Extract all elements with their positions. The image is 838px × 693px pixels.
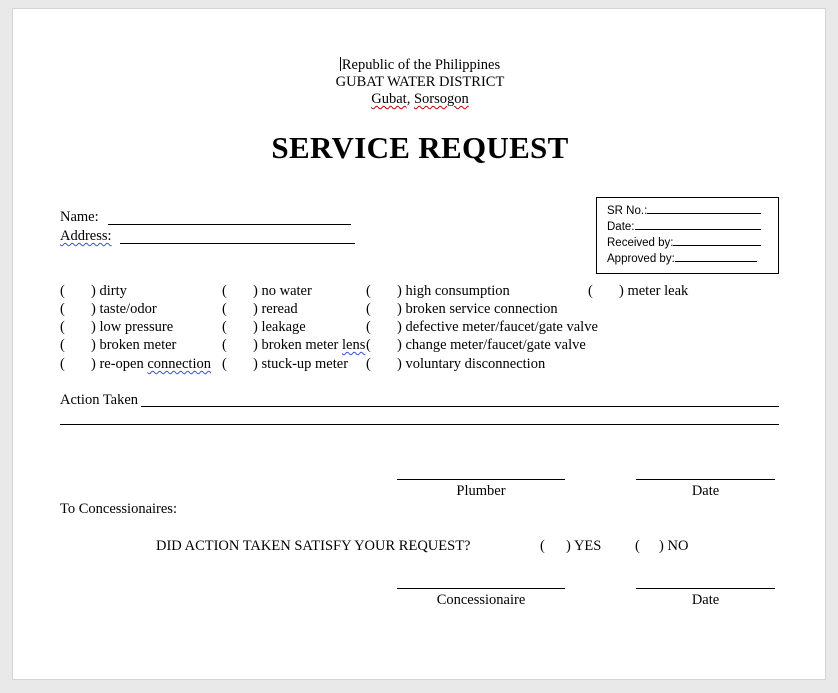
- action-taken-line-2[interactable]: [60, 424, 779, 425]
- option-dirty[interactable]: ( ) dirty: [60, 283, 127, 299]
- option-label: change meter/faucet/gate valve: [405, 337, 586, 353]
- address-label: Address:: [60, 228, 112, 244]
- satisfaction-question: DID ACTION TAKEN SATISFY YOUR REQUEST?: [156, 538, 471, 554]
- option-broken-service-connection[interactable]: ( ) broken service connection: [366, 301, 558, 317]
- option-reread[interactable]: ( ) reread: [222, 301, 298, 317]
- option-label: stuck-up meter: [261, 356, 349, 372]
- option-label: taste/odor: [99, 301, 157, 317]
- plumber-caption: Plumber: [456, 483, 506, 499]
- option-label: re-open connection: [99, 356, 211, 372]
- option-meter-leak[interactable]: ( ) meter leak: [588, 283, 689, 299]
- option-stuck-up-meter[interactable]: ( ) stuck-up meter: [222, 356, 349, 372]
- concessionaire-signature-line[interactable]: [397, 588, 565, 589]
- action-taken-label: Action Taken: [60, 392, 139, 408]
- option-label: high consumption: [405, 283, 510, 299]
- sr-no-row: SR No.:: [607, 204, 761, 217]
- text-cursor: [340, 57, 341, 71]
- address-line[interactable]: [120, 243, 355, 244]
- option-defective-meter-faucet-gate-valve[interactable]: ( ) defective meter/faucet/gate valve: [366, 319, 598, 335]
- sr-received-row: Received by:: [607, 236, 761, 249]
- option-label: defective meter/faucet/gate valve: [405, 319, 598, 335]
- option-label: reread: [261, 301, 298, 317]
- option-broken-meter-lens[interactable]: ( ) broken meter lens: [222, 337, 366, 353]
- option-voluntary-disconnection[interactable]: ( ) voluntary disconnection: [366, 356, 546, 372]
- option-re-open-connection[interactable]: ( ) re-open connection: [60, 356, 211, 372]
- header-line-2: GUBAT WATER DISTRICT: [335, 74, 505, 90]
- action-taken-line-1[interactable]: [141, 406, 779, 407]
- option-label: voluntary disconnection: [405, 356, 546, 372]
- option-leakage[interactable]: ( ) leakage: [222, 319, 306, 335]
- option-no-water[interactable]: ( ) no water: [222, 283, 312, 299]
- date-line-2[interactable]: [636, 588, 775, 589]
- sr-date-row: Date:: [607, 220, 761, 233]
- yes-option[interactable]: ( ) YES: [540, 538, 602, 554]
- option-high-consumption[interactable]: ( ) high consumption: [366, 283, 510, 299]
- option-label: leakage: [261, 319, 306, 335]
- sr-approved-row: Approved by:: [607, 252, 757, 265]
- option-taste-odor[interactable]: ( ) taste/odor: [60, 301, 157, 317]
- date-caption-2: Date: [691, 592, 720, 608]
- option-label: dirty: [99, 283, 127, 299]
- plumber-signature-line[interactable]: [397, 479, 565, 480]
- option-label: broken service connection: [405, 301, 558, 317]
- sr-box: [596, 197, 779, 274]
- date-caption-1: Date: [691, 483, 720, 499]
- option-label: no water: [261, 283, 312, 299]
- date-line-1[interactable]: [636, 479, 775, 480]
- document-page: [12, 8, 826, 680]
- name-label: Name:: [60, 209, 99, 225]
- option-low-pressure[interactable]: ( ) low pressure: [60, 319, 174, 335]
- option-broken-meter[interactable]: ( ) broken meter: [60, 337, 177, 353]
- option-change-meter-faucet-gate-valve[interactable]: ( ) change meter/faucet/gate valve: [366, 337, 586, 353]
- option-label: broken meter lens: [261, 337, 366, 353]
- name-line[interactable]: [108, 224, 351, 225]
- no-option[interactable]: ( ) NO: [635, 538, 689, 554]
- page-title: SERVICE REQUEST: [271, 130, 569, 165]
- option-label: meter leak: [627, 283, 689, 299]
- option-label: broken meter: [99, 337, 177, 353]
- to-concessionaires-label: To Concessionaires:: [60, 501, 177, 517]
- header-line-1: Republic of the Philippines: [341, 57, 501, 73]
- concessionaire-caption: Concessionaire: [436, 592, 526, 608]
- option-label: low pressure: [99, 319, 174, 335]
- header-line-3: Gubat, Sorsogon: [371, 91, 469, 107]
